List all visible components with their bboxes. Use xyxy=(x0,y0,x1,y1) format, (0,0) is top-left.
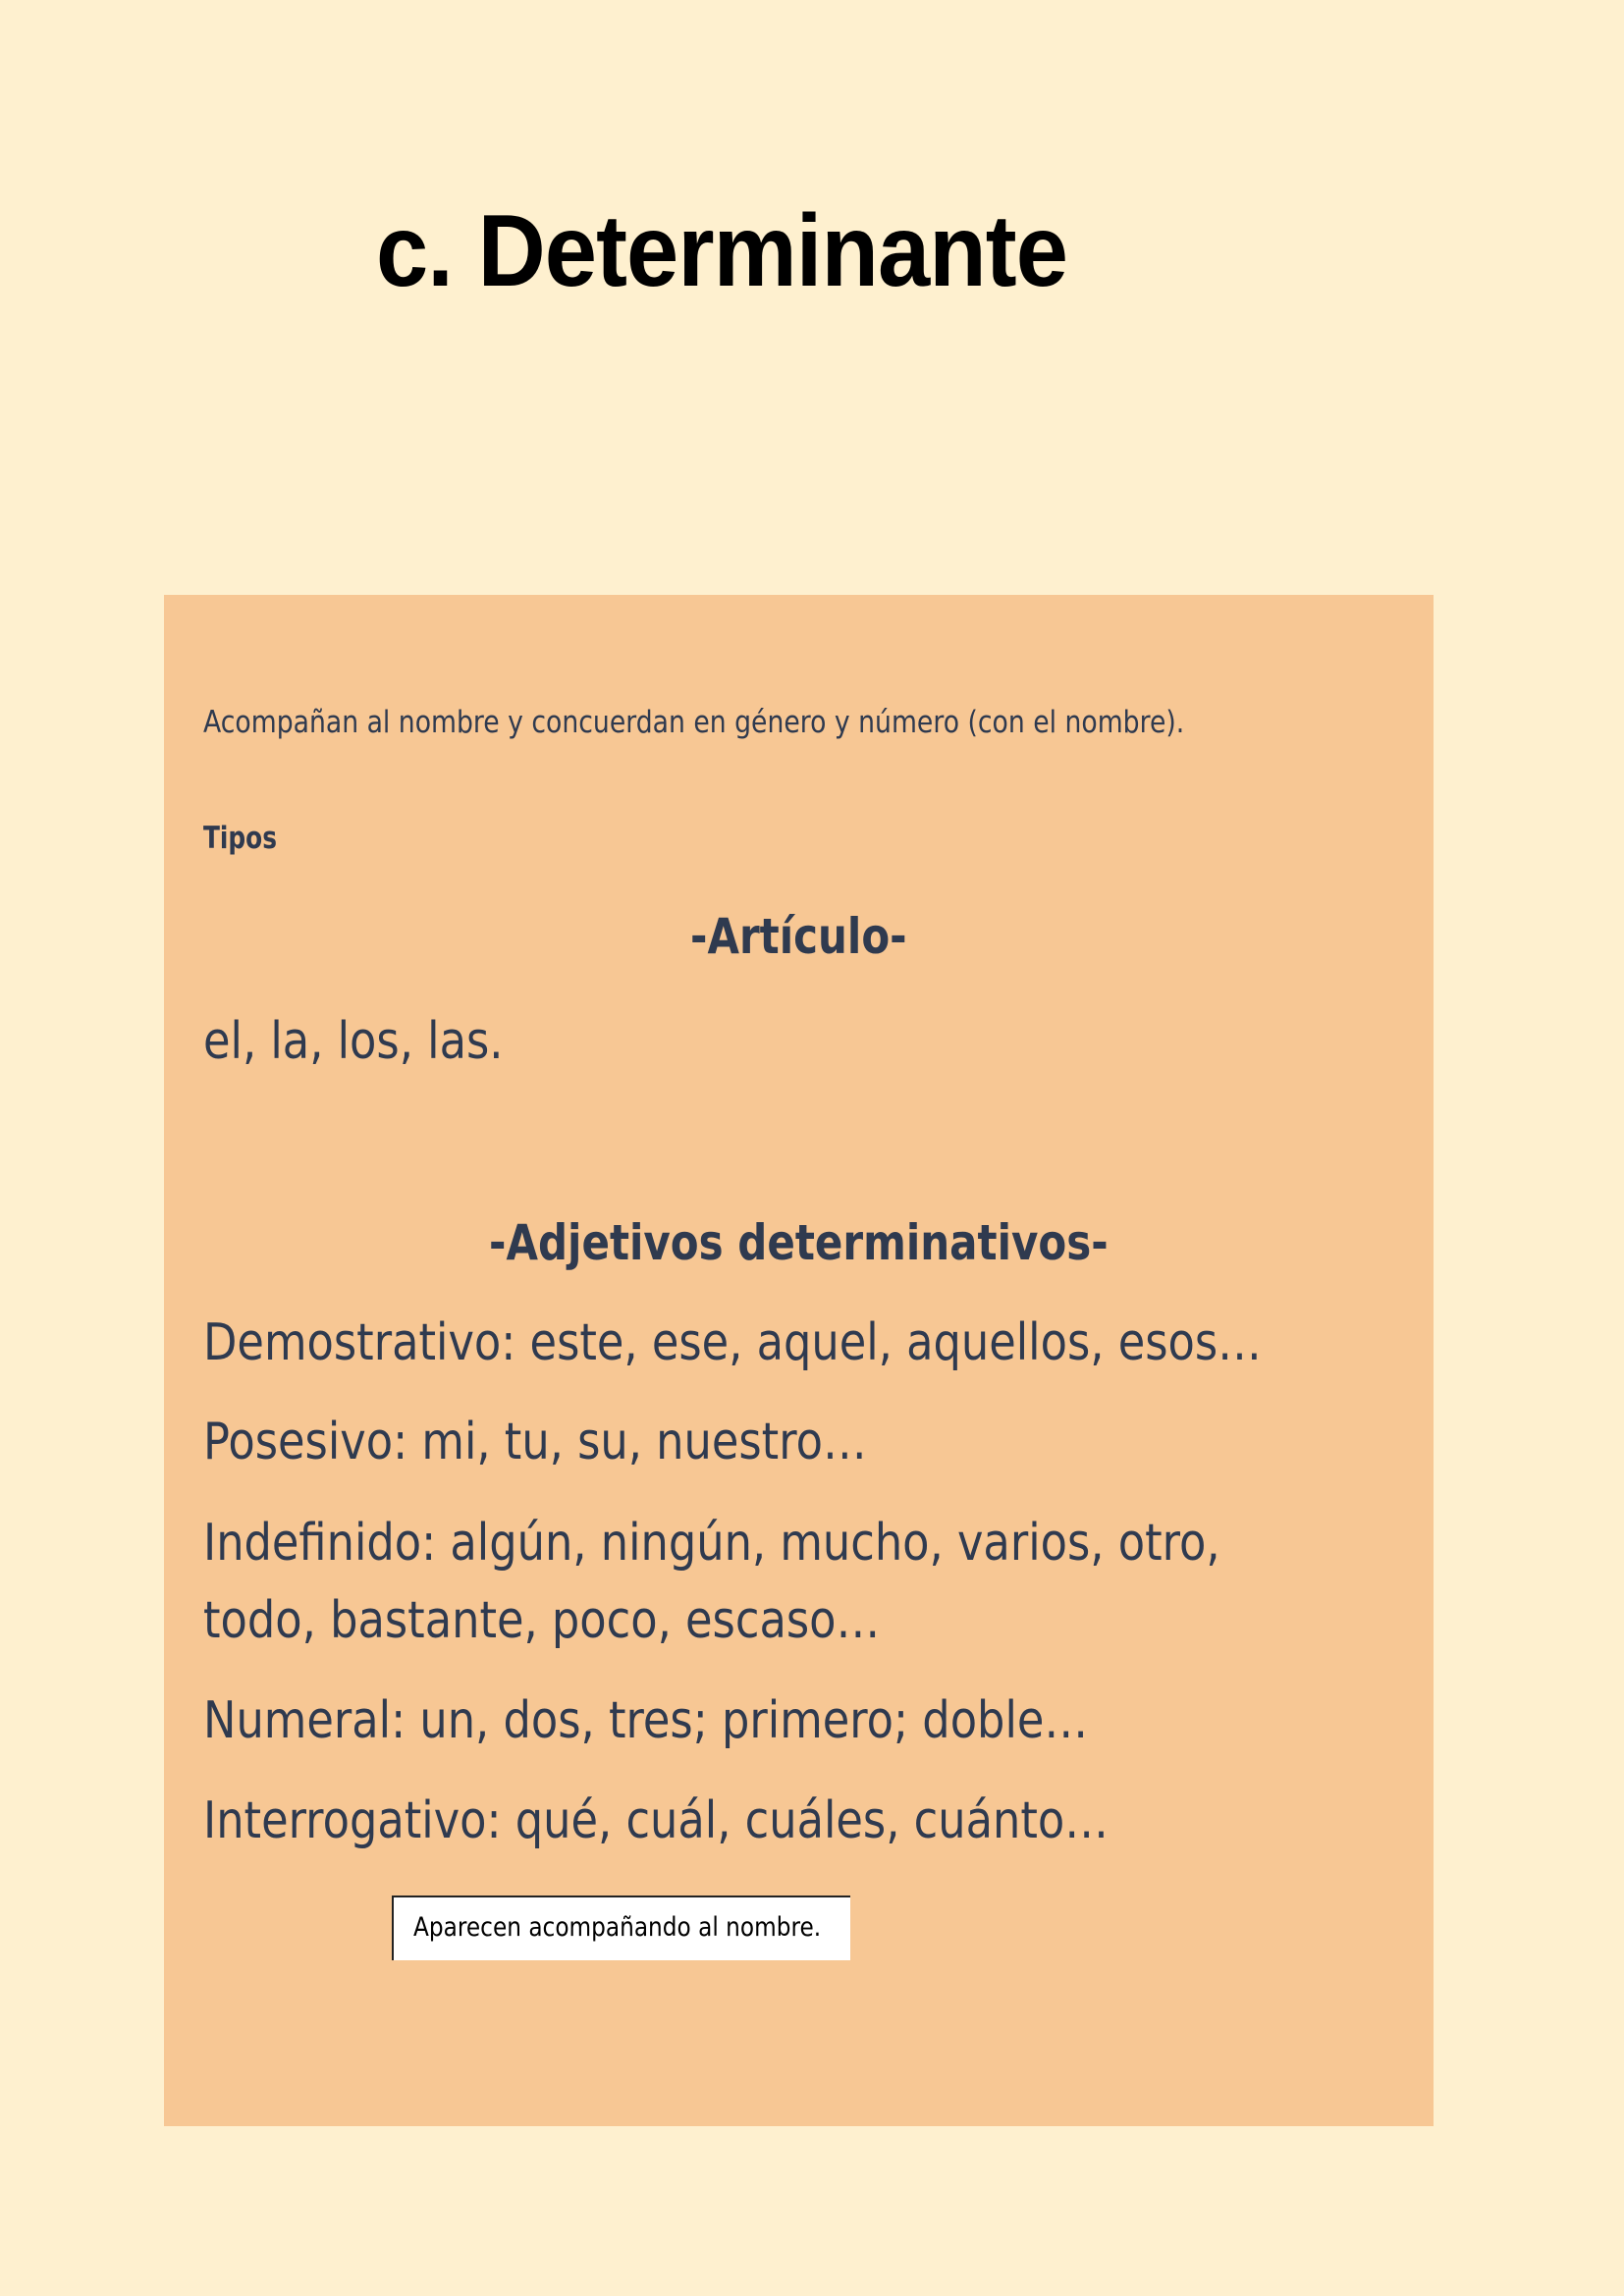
page-title: c. Determinante xyxy=(376,194,1068,308)
indefinido-line-continued: todo, bastante, poco, escaso… xyxy=(203,1591,881,1650)
demostrativo-line: Demostrativo: este, ese, aquel, aquellos, esos… xyxy=(203,1313,1262,1372)
numeral-line: Numeral: un, dos, tres; primero; doble… xyxy=(203,1691,1089,1750)
adjetivos-heading-text: -Adjetivos determinativos- xyxy=(489,1214,1109,1271)
articulo-heading xyxy=(164,907,1434,966)
intro-text: Acompañan al nombre y concuerdan en género y número (con el nombre). xyxy=(203,705,1185,740)
articulo-heading-text: -Artículo- xyxy=(690,908,907,965)
adjetivos-heading xyxy=(164,1213,1434,1272)
note-text: Aparecen acompañando al nombre. xyxy=(413,1912,822,1943)
interrogativo-line: Interrogativo: qué, cuál, cuáles, cuánto… xyxy=(203,1791,1109,1850)
content-panel xyxy=(164,595,1434,2126)
note-textbox xyxy=(392,1896,850,1960)
indefinido-line: Indefinido: algún, ningún, mucho, varios, otro, xyxy=(203,1514,1220,1573)
types-label: Tipos xyxy=(203,821,277,856)
articulo-items: el, la, los, las. xyxy=(203,1012,504,1071)
posesivo-line: Posesivo: mi, tu, su, nuestro… xyxy=(203,1413,867,1471)
